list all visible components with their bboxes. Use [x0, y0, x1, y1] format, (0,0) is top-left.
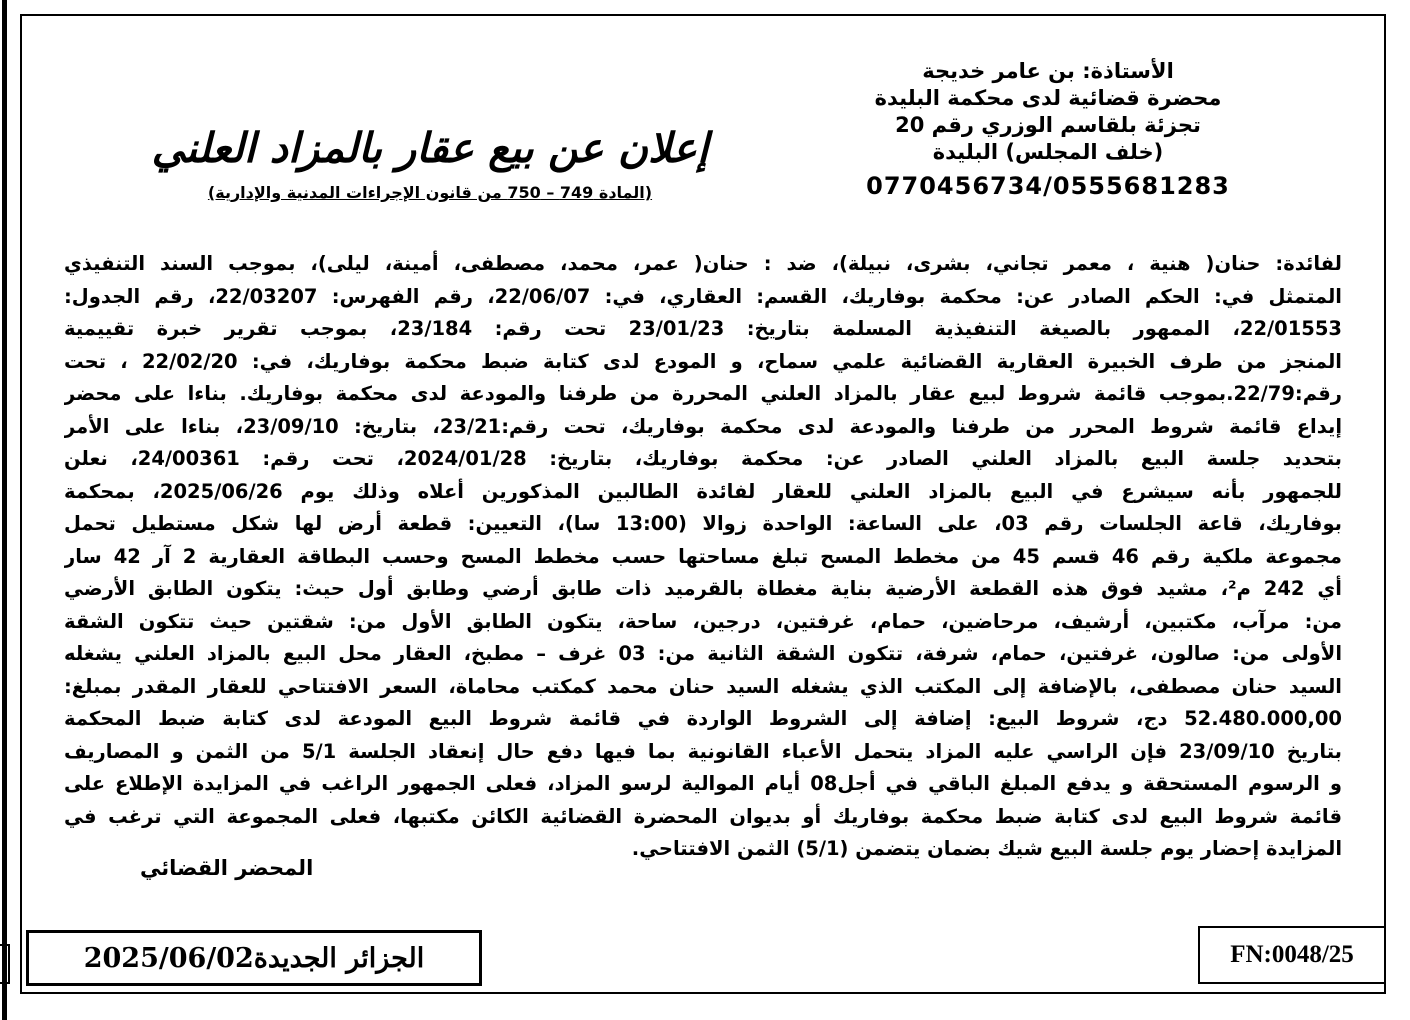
corner-bracket [0, 944, 10, 984]
body-line: المنجز من طرف الخبيرة العقارية القضائية علمي سماح، و المودع لدى كتابة ضبط محكمة بوفاريك، في: 22/02/20 ، تحت [64, 349, 1342, 373]
signature-label: المحضر القضائي [140, 856, 314, 880]
notice-subtitle: (المادة 749 – 750 من قانون الإجراءات المدنية والإدارية) [207, 183, 653, 202]
notice-title: إعلان عن بيع عقار بالمزاد العلني [151, 124, 709, 172]
body-line: بتحديد جلسة البيع بالمزاد العلني الصادر عن: محكمة بوفاريك، بتاريخ: 2024/01/28، تحت رقم: 24/00361، نعلن [64, 447, 1342, 470]
body-line: للجمهور بأنه سيشرع في البيع بالمزاد العلني للعقار لفائدة الطالبين المذكورين أعلاه وذلك يوم 2025/06/26، بمحكمة [64, 479, 1342, 503]
body-line: بوفاريك، قاعة الجلسات رقم 03، على الساعة: الواحدة زوالا (13:00 سا)، التعيين: قطعة أرض لها شكل مستطيل تحمل [64, 512, 1342, 535]
body-line: السيد حنان مصطفى، بالإضافة إلى المكتب الذي يشغله السيد حنان محمد كمكتب محاماة، السعر الافتتاحي للعقار المقدر بمبلغ: [64, 674, 1342, 698]
newspaper-label: الجزائر الجديدة2025/06/02 [83, 942, 425, 974]
bailiff-address-line2: (خلف المجلس) البليدة [932, 140, 1164, 164]
body-line: رقم:22/79.بموجب قائمة شروط لبيع عقار بالمزاد العلني المحررة من طرفنا والمودعة لدى محكمة بوفاريك. بناءا على محضر [64, 382, 1342, 405]
bailiff-name: الأستاذة: بن عامر خديجة [922, 59, 1174, 83]
file-number-box [1198, 926, 1386, 984]
body-line: من: مرآب، مكتبين، أرشيف، مرحاضين، حمام، غرفتين، درجين، ساحة، يتكون الطابق الأول من: شقتين حيث تتكون الشقة [64, 609, 1342, 633]
file-number: FN:0048/25 [1230, 941, 1354, 968]
body-line: الأولى من: صالون، غرفتين، حمام، شرفة، تتكون الشقة الثانية من: 03 غرف – مطبخ، العقار محل البيع بالمزاد العلني يشغله [64, 642, 1342, 665]
body-line: أي 242 م²، مشيد فوق هذه القطعة الأرضية بناية مغطاة بالقرميد ذات طابق أرضي وطابق أول حيث: يتكون الطابق الأرضي [64, 577, 1342, 600]
body-line: لفائدة: حنان( هنية ، معمر تجاني، بشرى، نبيلة)، ضد : حنان( عمر، محمد، مصطفى، أمينة، ليلى)، بموجب السند التنفيذي [64, 252, 1342, 275]
body-line: و الرسوم المستحقة و يدفع المبلغ الباقي في أجل08 أيام الموالية لرسو المزاد، فعلى الجمهور الراغب في المزايدة الإطلاع على [64, 772, 1342, 795]
bailiff-phones: 0770456734/0555681283 [866, 172, 1230, 200]
bailiff-role: محضرة قضائية لدى محكمة البليدة [874, 86, 1222, 110]
body-line: قائمة شروط البيع لدى كتابة ضبط محكمة بوفاريك أو بديوان المحضرة القضائية الكائن مكتبها، فعلى المجموعة التي ترغب في [64, 804, 1342, 828]
newspaper-box [26, 930, 482, 986]
notice-body [64, 248, 1342, 866]
body-line: المتمثل في: الحكم الصادر عن: محكمة بوفاريك، القسم: العقاري، في: 22/06/07، رقم الفهرس: 22/03207، رقم الجدول: [64, 284, 1342, 308]
body-line: المزايدة إحضار يوم جلسة البيع شيك بضمان يتضمن (5/1) الثمن الافتتاحي. [631, 837, 1342, 860]
body-line: 22/01553، الممهور بالصيغة التنفيذية المسلمة بتاريخ: 23/01/23 تحت رقم: 23/184، بموجب تقرير خبرة تقييمية [64, 317, 1342, 340]
body-line: مجموعة ملكية رقم 46 قسم 45 من مخطط المسح تبلغ مساحتها حسب مخطط المسح وحسب البطاقة العقارية 2 آر 42 سار [64, 544, 1342, 568]
body-line: بتاريخ 23/09/10 فإن الراسي عليه المزاد يتحمل الأعباء القانونية بما فيها دفع حال إنعقاد الجلسة 5/1 من الثمن و المصاريف [64, 739, 1342, 763]
bailiff-address-line1: تجزئة بلقاسم الوزري رقم 20 [895, 113, 1201, 137]
left-border-rule [2, 0, 7, 1020]
body-line: 52.480.000,00 دج، شروط البيع: إضافة إلى الشروط الواردة في قائمة شروط البيع المودعة لدى كتابة ضبط المحكمة [64, 707, 1342, 730]
body-line: إيداع قائمة شروط المحرر من طرفنا والمودعة لدى محكمة بوفاريك، تحت رقم:23/21، بتاريخ: 23/09/10، بناءا على الأمر [64, 414, 1342, 438]
bailiff-header [818, 58, 1278, 204]
